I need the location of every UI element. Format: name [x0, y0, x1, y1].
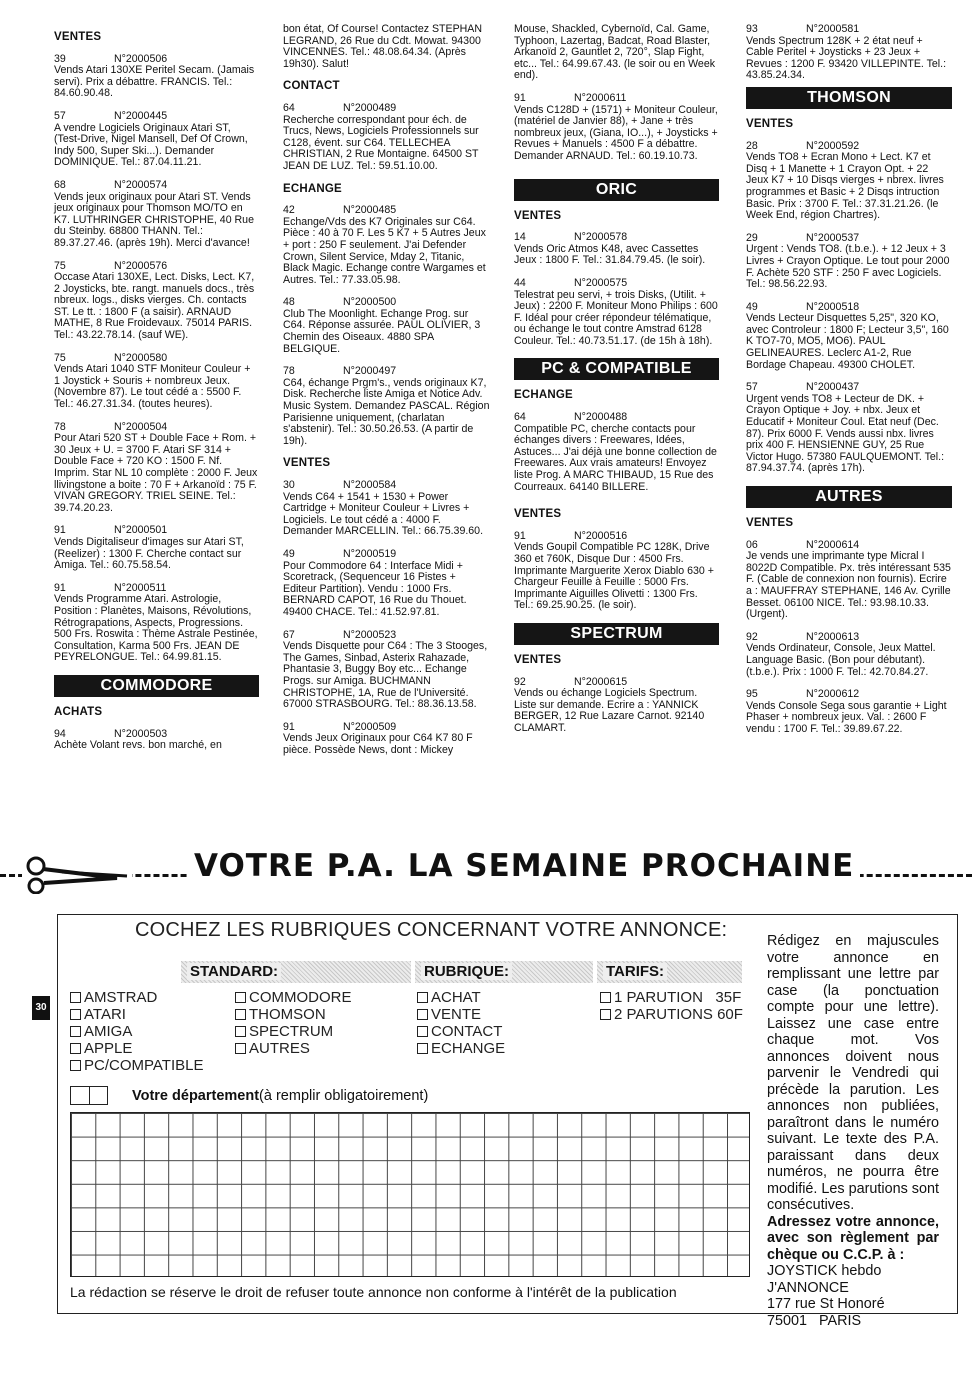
ad-department-number: 44 [514, 276, 526, 289]
option-label: SPECTRUM [249, 1023, 334, 1040]
ad-order-form [57, 914, 958, 1329]
option-label: AUTRES [249, 1040, 310, 1057]
ad-department-number: 64 [283, 101, 295, 114]
ad-text: Vends Atari 1040 STF Moniteur Couleur + 1 Joystick + Souris + nombreux Jeux. (Novembre 87). Le tout cédé a : 5500 F. Tel.: 46.27.31.34. (toutes heures). [54, 363, 251, 411]
ad-department-number: 91 [54, 524, 66, 537]
column-1 [54, 24, 259, 763]
ads-list [514, 232, 719, 347]
classified-ad [514, 232, 719, 267]
banner-spectrum: SPECTRUM [514, 623, 719, 645]
department-input[interactable] [70, 1086, 108, 1105]
checkbox-icon[interactable] [70, 1060, 81, 1071]
checkbox-icon[interactable] [600, 1009, 611, 1020]
classified-ad [54, 111, 259, 169]
standard-options-2 [235, 989, 352, 1057]
column-3 [514, 24, 719, 746]
option-label: APPLE [84, 1040, 133, 1057]
section-label-ventes: VENTES [746, 517, 794, 529]
ad-text: Vends Lecteur Disquettes 5,25", 320 KO, avec Controleur : 1800 F; Lecteur 3,5", 160 K TO7-70, MO5, MO6). PAUL GELINEAURES. Leclerc A1-2, Rue Bordage Chapeau. 49300 CHOLET. [746, 312, 949, 371]
scissors-icon [22, 854, 132, 894]
ads-list [283, 205, 491, 447]
ad-text: Echange/Vds des K7 Originales sur C64. Pièce : 40 à 70 F. Les 5 K7 + 5 Autres Jeux + port : 250 F seulement. J'ai Defender Crown, Silent Service, Mday 2, Titanic, Black Magic. Echange contre Wargames et Autres. Tel.: 77.33.05.98. [283, 215, 486, 286]
ad-header [514, 232, 719, 244]
ad-department-number: 78 [283, 365, 295, 378]
banner-oric: ORIC [514, 179, 719, 201]
option-checkbox[interactable] [235, 1023, 352, 1040]
ad-department-number: 49 [746, 300, 758, 313]
ad-reference: N°2000537 [806, 231, 860, 244]
instructions-text: Rédigez en majuscules votre annonce en remplissant une lettre par case (la ponctuation compte pour une lettre). Laissez une case entre chaque mot. Vos annonces doivent nous parvenir le Vendredi qui précède la parution. Les annonces non publiées, paraîtront dans le numéro suivant. Le texte des P.A. paraissant dans deux numéros, ne pourra être modifié. Les parutions sont consécutives. [767, 933, 939, 1213]
ad-department-number: 14 [514, 231, 526, 244]
checkbox-icon[interactable] [235, 1043, 246, 1054]
cut-line [0, 844, 972, 894]
classified-ad [283, 630, 491, 711]
ad-reference: N°2000516 [574, 529, 628, 542]
ad-department-number: 94 [54, 727, 66, 740]
ad-reference: N°2000581 [806, 23, 860, 35]
address-line: JOYSTICK hebdo [767, 1263, 882, 1279]
ad-department-number: 95 [746, 688, 758, 701]
classified-ad [283, 297, 491, 355]
option-label: ACHAT [431, 989, 481, 1006]
ad-text: Vends Digitaliseur d'images sur Atari ST, (Reelizer) : 1300 F. Cherche contact sur Amiga. Tel.: 60.75.58.54. [54, 535, 244, 572]
ad-reference: N°2000613 [806, 630, 860, 643]
ad-reference: N°2000500 [343, 296, 397, 309]
classified-ad [514, 278, 719, 348]
classified-ad [746, 540, 952, 621]
department-row [70, 1086, 428, 1105]
ad-reference: N°2000614 [806, 538, 860, 551]
ad-reference: N°2000504 [114, 420, 168, 433]
option-checkbox[interactable] [417, 1023, 505, 1040]
letter-grid[interactable] [70, 1112, 750, 1277]
ad-department-number: 67 [283, 628, 295, 641]
ad-text: Vends Oric Atmos K48, avec Cassettes Jeux : 1800 F. Tel.: 31.84.79.45. (le soir). [514, 242, 706, 267]
ad-header [54, 111, 259, 123]
ad-continuation: bon état, Of Course! Contactez STEPHAN LEGRAND, 26 Rue du Cdt. Mowat. 94300 VINCENNES. Tel.: 48.08.64.34. (Après 19h30). Salut! [283, 23, 483, 70]
ad-department-number: 91 [514, 91, 526, 104]
classified-ad [54, 525, 259, 571]
ad-reference: N°2000519 [343, 547, 397, 560]
section-label-ventes: VENTES [514, 508, 562, 521]
option-checkbox[interactable] [600, 989, 743, 1006]
ad-reference: N°2000511 [114, 581, 167, 594]
section-label-echange: ECHANGE [283, 182, 342, 195]
ad-reference: N°2000575 [574, 276, 628, 289]
option-checkbox[interactable] [70, 1023, 203, 1040]
form-title: COCHEZ LES RUBRIQUES CONCERNANT VOTRE ANNONCE: [135, 919, 728, 941]
ads-list [746, 540, 952, 736]
ad-text: Vends Programme Atari. Astrologie, Position : Planètes, Maisons, Révolutions, Rétrograpations, Aspects, Progressions. 500 Frs. Roswita : Thème Astrale Pestinée, Consultation, Karma 500 Frs. JEAN DE PEYRELONGUE. Tel.: 64.99.81.15. [54, 593, 258, 664]
classified-ad [283, 366, 491, 447]
ad-reference: N°2000576 [114, 259, 168, 272]
instructions [767, 933, 939, 1329]
classified-ad [283, 722, 491, 757]
ad-header [54, 180, 259, 192]
header-rubrique: RUBRIQUE: [415, 961, 593, 983]
ad-text: Occase Atari 130XE, Lect. Disks, Lect. K7, 2 Joysticks, bte. rangt. manuels docs., très nbreux. logs., disks vierges. Ch. contacts ST. Le tt. : 1800 F (a saisir). ARNAUD MATHE, 8 Rue Froidevaux. 75014 PARIS. Tel.: 43.22.78.14. (sauf WE). [54, 271, 255, 342]
ads-list [283, 480, 491, 756]
department-label: Votre département [132, 1087, 260, 1104]
ad-reference: N°2000488 [574, 411, 628, 424]
ad-text: Pour Commodore 64 : Interface Midi + Scoretrack, (Sequenceur 16 Pistes + Editeur Partition). Vendu : 1000 Frs. BERNARD CAPOT, 16 Rue du Thouet. 49400 CHACE. Tel.: 41.52.97.81. [283, 559, 467, 618]
option-label: THOMSON [249, 1006, 326, 1023]
classified-ad [746, 689, 952, 735]
ad-department-number: 42 [283, 204, 295, 217]
classified-ad [283, 205, 491, 286]
classified-ad [514, 677, 719, 735]
ad-header [514, 278, 719, 290]
ad-department-number: 30 [283, 479, 295, 491]
page-number: 30 [32, 996, 50, 1020]
classified-ad [746, 24, 952, 82]
ad-text: Vends Console Sega sous garantie + Light Phaser + nombreux jeux. Val. : 2600 F vendu : 1700 F. Tel.: 39.89.67.22. [746, 699, 947, 735]
department-note: (à remplir obligatoirement) [259, 1087, 429, 1104]
checkbox-icon[interactable] [417, 992, 428, 1003]
ad-text: Recherche correspondant pour éch. de Trucs, News, Logiciels Professionnels sur C128, évent. sur C64. TELLECHEA CHRISTIAN, 2 Rue Montaigne. 64500 ST JEAN DE LUZ. Tel.: 59.51.10.00. [283, 113, 479, 172]
ad-text: Urgent vends TO8 + Lecteur de DK. + Crayon Optique + Joy. + nbx. Jeux et Educatif + Moniteur Coul. Etat neuf (Dec. 87). Prix 6000 F. Vends aussi nbx. livres prix 400 F. HENSIENNE GUY, 25 Rue Victor Hugo. 57380 FAULQUEMONT. Tel.: 87.94.37.74. (après 17h). [746, 392, 945, 475]
classified-ad [746, 233, 952, 291]
classified-ad [514, 412, 719, 493]
ad-reference: N°2000584 [343, 479, 397, 491]
option-checkbox[interactable] [70, 1040, 203, 1057]
ad-reference: N°2000518 [806, 300, 860, 313]
banner-pc-compatible: PC & COMPATIBLE [514, 358, 719, 380]
classified-ad [54, 422, 259, 515]
section-label-ventes: VENTES [746, 117, 794, 130]
ad-department-number: 29 [746, 231, 758, 244]
ad-department-number: 75 [54, 259, 66, 272]
ad-reference: N°2000506 [114, 52, 168, 65]
option-label: COMMODORE [249, 989, 352, 1006]
ad-department-number: 57 [746, 381, 758, 394]
ads-list [514, 677, 719, 735]
ad-text: Je vends une imprimante type Micral I 8022D Compatible. Px. très intéressant 535 F. (Cable de connexion non fournis). Ecrire a : MAUFFRAY STEPHANE, 146 Av. Cyrille Besset. 06100 NICE. Tel.: 93.98.10.33. (Urgent). [746, 550, 951, 621]
ad-header [746, 24, 952, 36]
address-line: 177 rue St Honoré [767, 1296, 885, 1312]
ad-department-number: 28 [746, 139, 758, 152]
ads-list [514, 412, 719, 493]
option-label: ATARI [84, 1006, 126, 1023]
ad-department-number: 93 [746, 23, 758, 35]
classified-ad [746, 632, 952, 678]
option-checkbox[interactable] [235, 989, 352, 1006]
disclaimer: La rédaction se réserve le droit de refuser toute annonce non conforme à l'intérêt de la publication [70, 1284, 677, 1300]
ad-text: Vends C64 + 1541 + 1530 + Power Cartridge + Moniteur Couleur + Livres + Logiciels. Le tout cédé a : 4000 F. Demander MARCELLIN. Tel.: 66.75.39.60. [283, 490, 484, 538]
classified-ad [54, 583, 259, 664]
classified-ad [283, 480, 491, 538]
section-label-echange: ECHANGE [514, 389, 573, 402]
ad-text: A vendre Logiciels Originaux Atari ST, (Test-Drive, Nigel Mansell, Def Of Crown, Indy 500, Super Ski...). Demander DOMINIQUE. Tel.: 87.04.11.21. [54, 121, 248, 169]
ad-reference: N°2000592 [806, 139, 860, 152]
section-label-ventes: VENTES [514, 653, 562, 666]
ad-department-number: 91 [283, 720, 295, 733]
ad-reference: N°2000445 [114, 109, 168, 122]
ad-text: Vends Atari 130XE Peritel Secam. (Jamais servi). Prix a débattre. FRANCIS. Tel.: 84.60.90.48. [54, 64, 255, 100]
checkbox-icon[interactable] [70, 1009, 81, 1020]
checkbox-icon[interactable] [417, 1026, 428, 1037]
option-checkbox[interactable] [70, 1006, 203, 1023]
ad-text: Telestrat peu servi, + trois Disks, (Utilit. + Jeux) : 2200 F. Moniteur Mono Philips : 600 F. Idéal pour créer répondeur télématique, ou échange le tout contre Amstrad 6128 Couleur. Tel.: 40.73.51.17. (de 15h à 18h). [514, 288, 718, 347]
option-label: 1 PARUTION 35F [614, 989, 742, 1006]
option-checkbox[interactable] [417, 989, 505, 1006]
checkbox-icon[interactable] [235, 992, 246, 1003]
ad-text: Vends Spectrum 128K + 2 état neuf + Cable Peritel + Joysticks + 23 Jeux + Revues : 1200 F. 93420 VILLEPINTE. Tel.: 43.85.24.34. [746, 34, 947, 82]
ad-header [283, 549, 491, 561]
ad-header [283, 103, 491, 115]
standard-options-1 [70, 989, 203, 1074]
ad-reference: N°2000615 [574, 675, 628, 688]
ad-text: C64, échange Prgm's., vends originaux K7, Disk. Recherche liste Amiga et Notice Adv. Music System. Demandez PASCAL. Région Parisienne uniquement, (charlatan s'abstenir). Tel.: 30.50.26.53. (A partir de 19h). [283, 376, 490, 447]
classified-ad [746, 382, 952, 475]
classified-ad [54, 180, 259, 250]
classified-ad [746, 141, 952, 222]
ad-department-number: 48 [283, 296, 295, 309]
ads-list [746, 141, 952, 475]
section-label-ventes: VENTES [283, 457, 331, 470]
ad-reference: N°2000523 [343, 628, 397, 641]
ad-header [283, 480, 491, 492]
ad-reference: N°2000509 [343, 720, 397, 733]
ad-header [514, 412, 719, 424]
option-label: ECHANGE [431, 1040, 506, 1057]
ad-text: Vends jeux originaux pour Atari ST. Vends jeux originaux pour Thomson MO/TO en K7. LUTHRINGER CHRISTOPHE, 40 Rue du Steinby. 68800 THANN. Tel.: 89.37.27.46. (après 19h). Merci d'avance! [54, 190, 254, 249]
option-label: AMSTRAD [84, 989, 158, 1006]
checkbox-icon[interactable] [70, 1043, 81, 1054]
checkbox-icon[interactable] [70, 992, 81, 1003]
classified-ad [283, 549, 491, 619]
checkbox-icon[interactable] [70, 1026, 81, 1037]
option-label: CONTACT [431, 1023, 503, 1040]
ad-text: Vends Ordinateur, Console, Jeux Mattel. Language Basic. (Bon pour débutant). (t.b.e.). Prix : 1000 F. Tel.: 42.70.84.27. [746, 642, 936, 678]
ads-list [514, 93, 719, 163]
postal-address [767, 1263, 939, 1329]
ad-reference: N°2000497 [343, 365, 397, 378]
option-label: PC/COMPATIBLE [84, 1057, 204, 1074]
option-checkbox[interactable] [417, 1006, 505, 1023]
classified-ad [746, 302, 952, 372]
classified-ad [283, 103, 491, 173]
banner-thomson: THOMSON [746, 87, 952, 109]
section-label-achats: ACHATS [54, 705, 103, 718]
option-checkbox[interactable] [235, 1040, 352, 1057]
header-standard: STANDARD: [181, 961, 411, 983]
ad-text: Compatible PC, cherche contacts pour échanges divers : Freewares, Idées, Astuces... J'ai déjà une bonne collection de Freewares. Aux vrais amateurs! Envoyez liste Prog. A MARC THIBAUD, 15 Rue des Courreaux. 64140 BILLERE. [514, 422, 717, 493]
checkbox-icon[interactable] [417, 1009, 428, 1020]
section-label-contact: CONTACT [283, 80, 340, 93]
option-label: 2 PARUTIONS 60F [614, 1006, 743, 1023]
ad-text: Club The Moonlight. Echange Prog. sur C64. Réponse assurée. PAUL OLIVIER, 3 Chemin des Oiseaux. 4880 SPA BELGIQUE. [283, 307, 481, 355]
ads-list [54, 54, 259, 664]
ad-department-number: 78 [54, 420, 66, 433]
ad-reference: N°2000485 [343, 204, 397, 217]
section-label-ventes: VENTES [514, 209, 562, 222]
ad-text: Vends C128D + (1571) + Moniteur Couleur, (matériel de Janvier 88), + Jane + très nombreux jeux, (Giana, IO...), + Joysticks + Revues + Manuels : 4500 F a débattre. Demander ARNAUD. Tel.: 60.19.10.73. [514, 103, 718, 162]
classified-ad [54, 353, 259, 411]
ads-list [283, 103, 491, 173]
checkbox-icon[interactable] [235, 1026, 246, 1037]
option-checkbox[interactable] [600, 1006, 743, 1023]
ad-reference: N°2000574 [114, 178, 168, 191]
ad-department-number: 39 [54, 52, 66, 65]
ad-reference: N°2000580 [114, 351, 168, 364]
ad-department-number: 75 [54, 351, 66, 364]
ad-continuation: Mouse, Shackled, Cybernoïd, Cal. Game, Typhoon, Lazertag, Badcat, Road Blaster, Arkanoïd 2, Gauntlet 2, 720°, Slap Fight, etc... Tel.: 64.99.67.43. (le soir ou en Week end). [514, 23, 716, 82]
ad-department-number: 92 [746, 630, 758, 643]
ad-department-number: 57 [54, 109, 66, 122]
classified-ad [54, 729, 259, 752]
ad-department-number: 91 [54, 581, 66, 594]
ad-department-number: 49 [283, 547, 295, 560]
option-label: VENTE [431, 1006, 482, 1023]
ad-text: Achète Volant revs. bon marché, en [54, 739, 222, 752]
ads-list [514, 531, 719, 612]
column-2 [283, 24, 491, 767]
ad-header [746, 689, 952, 701]
option-label: AMIGA [84, 1023, 133, 1040]
ad-department-number: 06 [746, 538, 758, 551]
ad-department-number: 68 [54, 178, 66, 191]
ads-list [746, 24, 952, 82]
ad-text: Vends Disquette pour C64 : The 3 Stooges, The Games, Sinbad, Asterix Rahazade, Phantasie 3, Buggy Boy etc... Echange Progs. sur Amiga. BUCHMANN CHRISTOPHE, 1A, Rue de l'Université. 67000 STRASBOURG. Tel.: 88.36.13.58. [283, 640, 488, 711]
ad-text: Vends Jeux Originaux pour C64 K7 80 F pièce. Possède News, dont : Mickey [283, 732, 473, 756]
ad-department-number: 64 [514, 411, 526, 424]
ad-department-number: 91 [514, 529, 526, 542]
classified-ad [514, 531, 719, 612]
ad-reference: N°2000489 [343, 101, 397, 114]
ad-text: Pour Atari 520 ST + Double Face + Rom. + 30 Jeux + U. = 3700 F. Atari SF 314 + Double Face + 720 KO : 1500 F. Nf. Imprim. Star NL 10 complète : 2000 F. Jeux llivingstone a boite : 70 F + Arkanoïd : 75 F. VIVAN GREGORY. TRIEL SEINE. Tel.: 39.74.20.23. [54, 432, 258, 514]
classified-ad [514, 93, 719, 163]
ad-reference: N°2000578 [574, 231, 628, 244]
ad-text: Urgent : Vends TO8. (t.b.e.). + 12 Jeux + 3 Livres + Crayon Optique. Le tout pour 2000 F. Achète 520 STF : 250 F avec Logiciels. Tel.: 98.56.22.93. [746, 243, 950, 291]
ad-text: Vends Goupil Compatible PC 128K, Drive 360 et 760K, Disque Dur : 4500 Frs. Imprimante Marguerite Xerox Diablo 630 + Chargeur Feuille à Feuille : 5000 Frs. Imprimante Aiguilles Olivetti : 1300 Frs. Tel.: 69.25.90.25. (le soir). [514, 541, 714, 612]
ad-header [283, 205, 491, 217]
ads-list [54, 729, 259, 752]
checkbox-icon[interactable] [417, 1043, 428, 1054]
option-checkbox[interactable] [70, 1057, 203, 1074]
banner-commodore: COMMODORE [54, 675, 259, 697]
ad-header [514, 93, 719, 105]
ad-reference: N°2000612 [806, 688, 860, 701]
tarif-options [600, 989, 743, 1023]
banner-autres: AUTRES [746, 486, 952, 508]
instructions-address-lead: Adressez votre annonce, avec son règlement par chèque ou C.C.P. à : [767, 1213, 939, 1263]
ad-text: Vends ou échange Logiciels Spectrum. Liste sur demande. Ecrire a : YANNICK BERGER, 12 Rue Lazare Carnot. 92140 CLAMART. [514, 687, 705, 734]
ad-reference: N°2000611 [574, 91, 627, 104]
ad-text: Vends TO8 + Ecran Mono + Lect. K7 et Disq + 1 Manette + 1 Crayon Opt. + 22 Jeux K7 + 10 Disqs vierges + nbrex. livres programmes et Basic + 2 Disqs intruction Basic. Prix : 3700 F. Tel.: 37.31.21.26. (le Week End, région Chartres). [746, 151, 944, 222]
option-checkbox[interactable] [235, 1006, 352, 1023]
column-4 [746, 24, 952, 747]
next-week-title: VOTRE P.A. LA SEMAINE PROCHAINE [188, 848, 860, 884]
classified-ad [54, 54, 259, 100]
ad-department-number: 92 [514, 675, 526, 688]
address-line: J'ANNONCE [767, 1279, 849, 1296]
option-checkbox[interactable] [417, 1040, 505, 1057]
ad-reference: N°2000501 [114, 524, 168, 537]
rubrique-options [417, 989, 505, 1057]
checkbox-icon[interactable] [235, 1009, 246, 1020]
section-label-ventes: VENTES [54, 31, 102, 43]
ad-reference: N°2000503 [114, 727, 168, 740]
option-checkbox[interactable] [70, 989, 203, 1006]
checkbox-icon[interactable] [600, 992, 611, 1003]
address-line: 75001 PARIS [767, 1312, 862, 1329]
ad-reference: N°2000437 [806, 381, 860, 394]
classified-ad [54, 261, 259, 342]
header-tarifs: TARIFS: [597, 961, 742, 983]
